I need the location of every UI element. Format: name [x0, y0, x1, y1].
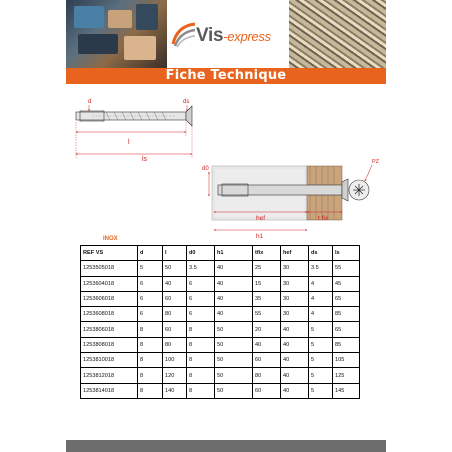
table-cell: 105: [333, 353, 360, 368]
table-body: [81, 261, 360, 399]
table-row: [81, 383, 360, 398]
table-cell: 1253505018: [81, 261, 138, 276]
table-cell: 20: [253, 322, 281, 337]
table-cell: 40: [163, 276, 187, 291]
table-cell: 60: [253, 383, 281, 398]
table-cell: 120: [163, 368, 187, 383]
table-header-row: [81, 246, 360, 261]
table-row: [81, 353, 360, 368]
table-cell: 4: [309, 276, 333, 291]
table-cell: 6: [187, 291, 215, 306]
label-ds: ds: [183, 99, 190, 105]
table-cell: 8: [138, 368, 163, 383]
table-cell: 80: [163, 337, 187, 352]
table-cell: 140: [163, 383, 187, 398]
table-cell: 1253606018: [81, 291, 138, 306]
column-header: d: [138, 246, 163, 261]
table-cell: 6: [138, 276, 163, 291]
label-pz: PZ: [372, 159, 380, 165]
table-cell: 8: [187, 337, 215, 352]
label-h1: h1: [256, 233, 264, 240]
swoosh-logo-icon: [171, 20, 197, 48]
table-cell: 1253812018: [81, 368, 138, 383]
table-row: [81, 322, 360, 337]
section-label: INOX: [103, 236, 118, 242]
table-cell: 1253604018: [81, 276, 138, 291]
table-cell: 3.5: [309, 261, 333, 276]
table-cell: 8: [138, 353, 163, 368]
table-cell: 8: [187, 353, 215, 368]
table-cell: 8: [187, 322, 215, 337]
table-cell: 50: [215, 383, 253, 398]
table-cell: 50: [215, 353, 253, 368]
table-cell: 1253808018: [81, 337, 138, 352]
table-cell: 4: [309, 291, 333, 306]
table-cell: 5: [309, 368, 333, 383]
footer-bar: [66, 440, 386, 452]
table-row: [81, 291, 360, 306]
table-cell: 8: [187, 368, 215, 383]
header-banner: [66, 0, 386, 68]
table-cell: 6: [187, 276, 215, 291]
label-ls: ls: [142, 156, 148, 163]
table-cell: 40: [253, 337, 281, 352]
table-cell: 65: [333, 322, 360, 337]
table-cell: 5: [309, 337, 333, 352]
logo: [167, 0, 289, 68]
table-cell: 8: [138, 337, 163, 352]
table-cell: 60: [163, 322, 187, 337]
table-cell: 60: [253, 353, 281, 368]
table-cell: 40: [281, 383, 309, 398]
label-l: l: [128, 139, 130, 146]
table-cell: 15: [253, 276, 281, 291]
column-header: h1: [215, 246, 253, 261]
table-cell: 55: [333, 261, 360, 276]
table-cell: 45: [333, 276, 360, 291]
column-header: ds: [309, 246, 333, 261]
table-cell: 40: [215, 261, 253, 276]
table-row: [81, 368, 360, 383]
column-header: tfix: [253, 246, 281, 261]
tools-photo: [66, 0, 167, 68]
column-header: REF VS: [81, 246, 138, 261]
table-cell: 3.5: [187, 261, 215, 276]
table-cell: 40: [215, 307, 253, 322]
table-row: [81, 307, 360, 322]
table-cell: 8: [138, 322, 163, 337]
table-cell: 125: [333, 368, 360, 383]
table-cell: 40: [281, 337, 309, 352]
column-header: d0: [187, 246, 215, 261]
spec-table: [80, 245, 360, 399]
table-row: [81, 261, 360, 276]
table-cell: 100: [163, 353, 187, 368]
table-cell: 1253814018: [81, 383, 138, 398]
table-row: [81, 276, 360, 291]
table-cell: 6: [187, 307, 215, 322]
column-header: ls: [333, 246, 360, 261]
label-d0: d0: [202, 166, 209, 172]
table-cell: 40: [215, 276, 253, 291]
table-cell: 25: [253, 261, 281, 276]
table-cell: 30: [281, 261, 309, 276]
table-cell: 55: [253, 307, 281, 322]
table-cell: 4: [309, 307, 333, 322]
screws-photo: [289, 0, 386, 68]
table-cell: 80: [253, 368, 281, 383]
table-cell: 85: [333, 307, 360, 322]
table-cell: 8: [187, 383, 215, 398]
table-cell: 50: [215, 368, 253, 383]
table-cell: 30: [281, 307, 309, 322]
table-cell: 1253810018: [81, 353, 138, 368]
table-row: [81, 337, 360, 352]
label-hef: hef: [256, 215, 266, 222]
table-cell: 40: [281, 353, 309, 368]
table-cell: 50: [163, 261, 187, 276]
table-cell: 30: [281, 291, 309, 306]
label-d: d: [88, 99, 92, 105]
table-cell: 5: [309, 353, 333, 368]
table-cell: 1253806018: [81, 322, 138, 337]
table-cell: 30: [281, 276, 309, 291]
table-cell: 80: [163, 307, 187, 322]
table-cell: 5: [309, 322, 333, 337]
label-tfix: t fix: [318, 215, 329, 222]
table-cell: 35: [253, 291, 281, 306]
page-title: Fiche Technique: [165, 68, 287, 83]
table-cell: 40: [215, 291, 253, 306]
table-cell: 85: [333, 337, 360, 352]
table-cell: 6: [138, 307, 163, 322]
table-cell: 40: [281, 322, 309, 337]
table-cell: 145: [333, 383, 360, 398]
brand-name: Vis: [196, 25, 224, 46]
brand-suffix: -express: [223, 29, 271, 44]
table-cell: 5: [138, 261, 163, 276]
table-cell: 60: [163, 291, 187, 306]
column-header: hef: [281, 246, 309, 261]
anchor-side-view: [76, 106, 192, 126]
pz-head-icon: [349, 180, 369, 200]
title-bar: [66, 68, 386, 84]
table-cell: 50: [215, 337, 253, 352]
table-cell: 65: [333, 291, 360, 306]
table-cell: 5: [309, 383, 333, 398]
table-cell: 40: [281, 368, 309, 383]
table-cell: 1253608018: [81, 307, 138, 322]
table-cell: 50: [215, 322, 253, 337]
table-cell: 8: [138, 383, 163, 398]
table-cell: 6: [138, 291, 163, 306]
technical-drawing: [66, 90, 386, 240]
column-header: l: [163, 246, 187, 261]
